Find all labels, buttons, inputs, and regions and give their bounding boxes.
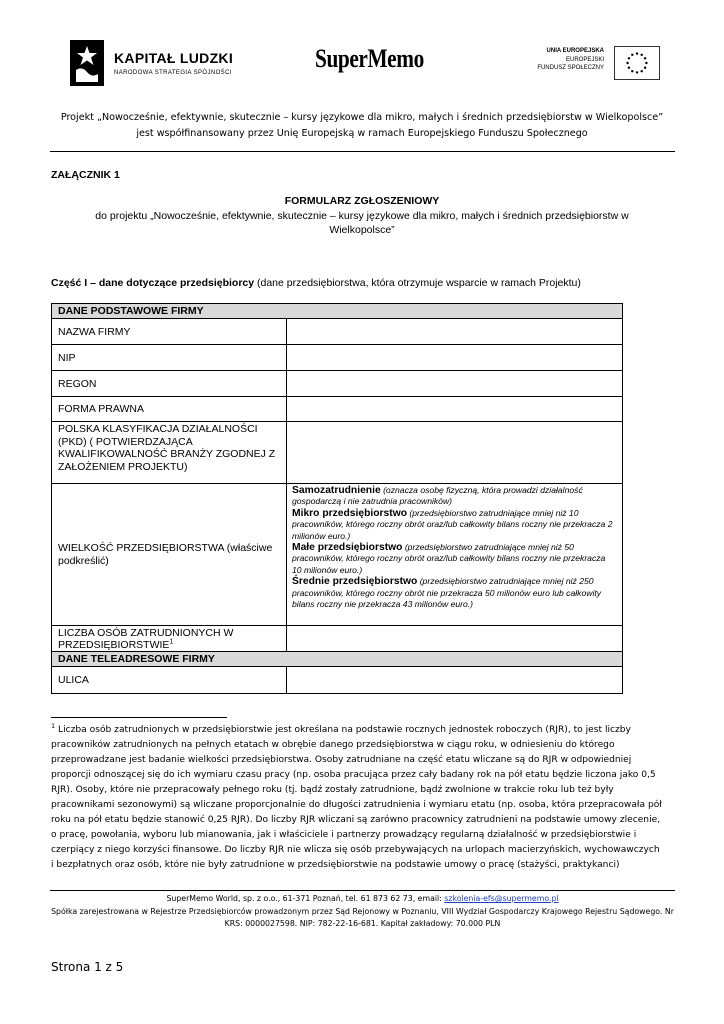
project-cofinancing-note: Projekt „Nowocześnie, efektywnie, skutecznie – kursy językowe dla mikro, małych i średnich przedsiębiorstw w Wielkopolsce” jest współfinansowany przez Unię Europejską w ramach Europejskiego Funduszu Społecznego <box>60 112 664 139</box>
section-row-basic-data <box>52 304 623 319</box>
size-option-name: Samozatrudnienie <box>292 485 381 496</box>
footnote-divider <box>51 717 227 718</box>
input-regon[interactable] <box>287 371 623 397</box>
label-legal-form: FORMA PRAWNA <box>52 397 287 422</box>
input-nip[interactable] <box>287 345 623 371</box>
table-row <box>52 371 623 397</box>
company-size-options[interactable] <box>287 484 623 626</box>
size-option-name: Średnie przedsiębiorstwo <box>292 576 418 588</box>
eu-logo <box>530 46 660 82</box>
size-option-description: (przedsiębiorstwo zatrudniające mniej niż 10 pracowników, którego roczny obrót oraz/lub całkowity bilans roczny nie przekracza 2 milionów euro.) <box>292 507 613 541</box>
input-employee-count[interactable] <box>287 626 623 652</box>
label-pkd: POLSKA KLASYFIKACJA DZIAŁALNOŚCI (PKD) ( POTWIERDZAJĄCA KWALIFIKOWALNOŚĆ BRANŻY ZGODNEJ Z ZAŁOŻENIEM PROJEKTU) <box>52 422 287 484</box>
page-number: Strona 1 z 5 <box>51 960 124 974</box>
section-header-basic-data: DANE PODSTAWOWE FIRMY <box>52 304 623 319</box>
label-nip: NIP <box>52 345 287 371</box>
table-row <box>52 345 623 371</box>
input-pkd[interactable] <box>287 422 623 484</box>
table-row <box>52 626 623 652</box>
label-employee-count-text: LICZBA OSÓB ZATRUDNIONYCH W PRZEDSIĘBIORSTWIE <box>58 626 234 651</box>
eu-flag-icon <box>614 46 660 80</box>
form-title: FORMULARZ ZGŁOSZENIOWY <box>284 195 440 207</box>
label-company-name: NAZWA FIRMY <box>52 319 287 345</box>
kapital-ludzki-logo-icon <box>70 40 104 86</box>
table-row <box>52 422 623 484</box>
size-option-small[interactable] <box>292 542 617 576</box>
table-row <box>52 397 623 422</box>
part-one-heading-bold: Część I – dane dotyczące przedsiębiorcy <box>51 277 255 289</box>
label-street: ULICA <box>52 667 287 694</box>
part-one-heading-note: (dane przedsiębiorstwa, która otrzymuje wsparcie w ramach Projektu) <box>254 277 581 289</box>
eu-line-1: UNIA EUROPEJSKA <box>546 48 604 54</box>
footer-contact-text: SuperMemo World, sp. z o.o., 61-371 Poznań, tel. 61 873 62 73, email: <box>166 894 445 903</box>
size-option-name: Mikro przedsiębiorstwo <box>292 507 408 519</box>
page-header <box>0 0 724 139</box>
table-row <box>52 484 623 626</box>
page-footer <box>50 893 675 931</box>
input-company-name[interactable] <box>287 319 623 345</box>
size-option-self-employment[interactable] <box>292 485 617 508</box>
kapital-ludzki-subtitle: NARODOWA STRATEGIA SPÓJNOŚCI <box>114 70 232 76</box>
footer-registration: Spółka zarejestrowana w Rejestrze Przedsiębiorców prowadzonym przez Sąd Rejonowy w Poznaniu, VIII Wydział Gospodarczy Krajowego Rejestru Sądowego. Nr KRS: 0000027598. NIP: 782-22-16-681. Kapitał zakładowy: 70.000 PLN <box>51 906 674 928</box>
eu-logo-text <box>537 47 604 73</box>
label-regon: REGON <box>52 371 287 397</box>
eu-line-3: FUNDUSZ SPOŁECZNY <box>537 65 604 71</box>
attachment-label: ZAŁĄCZNIK 1 <box>51 169 120 181</box>
supermemo-logo: SuperMemo <box>315 44 424 73</box>
header-divider <box>50 151 675 152</box>
size-option-description: (oznacza osobę fizyczną, która prowadzi działalność gospodarczą i nie zatrudnia pracowników) <box>292 485 583 507</box>
kapital-ludzki-logo <box>70 40 240 86</box>
table-row <box>52 667 623 694</box>
size-option-description: (przedsiębiorstwo zatrudniające mniej niż 250 pracowników, którego roczny obrót nie przekracza 50 milionów euro lub całkowity bilans roczny nie przekracza 43 milionów euro.) <box>292 576 602 610</box>
footnote <box>51 723 664 873</box>
footnote-text: Liczba osób zatrudnionych w przedsiębiorstwie jest określana na podstawie rocznych jednostek roboczych (RJR), to jest liczby pracowników zatrudnionych na pełnych etatach w obrębie danego przedsiębiorstwa w ciągu roku, w odniesieniu do którego przeprowadzane jest badanie wielkości przedsiębiorstwa. Osoby zatrudniane na część etatu wliczane są do RJR w odpowiedniej proporcji odnoszącej się do ich wymiaru czasu pracy (np. osoba pracująca przez cały badany rok na pół etatu będzie liczona jako 0,5 RJR). Osoby, które nie przepracowały pełnego roku (tj. bądź zostały zatrudnione, bądź zwolnione w trakcie roku lub też były pracownikami sezonowymi) są wliczane proporcjonalnie do długości zatrudnienia i wymiaru etatu (np. osoba, która przepracowała pół roku na pół etatu będzie stanowić 0,25 RJR). Do liczby RJR wliczani są zarówno pracownicy zatrudnieni na podstawie umowy zlecenie, o pracę, powołania, wyboru lub mianowania, jak i właściciele i partnerzy prowadzący regularną działalność w przedsiębiorstwie i czerpiący z niego korzyści finansowe. Do liczby RJR nie wlicza się osób przebywających na urlopach macierzyńskich, wychowawczych i bezpłatnych oraz osób, które nie były zatrudnione w przedsiębiorstwie na podstawie umowy o pracę (stażyści, praktykanci) <box>51 725 662 870</box>
kapital-ludzki-title: KAPITAŁ LUDZKI <box>114 50 234 66</box>
size-option-micro[interactable] <box>292 508 617 542</box>
company-data-table <box>51 303 623 694</box>
input-street[interactable] <box>287 667 623 694</box>
section-header-contact-data: DANE TELEADRESOWE FIRMY <box>52 652 623 667</box>
footer-divider <box>50 890 675 891</box>
form-subtitle: do projektu „Nowocześnie, efektywnie, skutecznie – kursy językowe dla mikro, małych i średnich przedsiębiorstw w Wielkopolsce” <box>95 210 629 236</box>
eu-line-2: EUROPEJSKI <box>565 56 604 63</box>
label-company-size: WIELKOŚĆ PRZEDSIĘBIORSTWA (właściwe podkreślić) <box>52 484 287 626</box>
footnote-number: 1 <box>51 721 56 730</box>
section-row-contact-data <box>52 652 623 667</box>
footer-email-link[interactable]: szkolenia-efs@supermemo.pl <box>444 894 559 903</box>
size-option-description: (przedsiębiorstwo zatrudniające mniej niż 50 pracowników, którego roczny obrót oraz/lub całkowity bilans roczny nie przekracza 10 milionów euro.) <box>292 542 606 575</box>
footnote-ref[interactable]: 1 <box>169 638 174 645</box>
size-option-name: Małe przedsiębiorstwo <box>292 542 403 554</box>
size-option-medium[interactable] <box>292 576 617 610</box>
part-one-heading <box>51 277 581 289</box>
input-legal-form[interactable] <box>287 397 623 422</box>
label-employee-count <box>52 626 287 652</box>
table-row <box>52 319 623 345</box>
footer-contact <box>50 893 675 906</box>
